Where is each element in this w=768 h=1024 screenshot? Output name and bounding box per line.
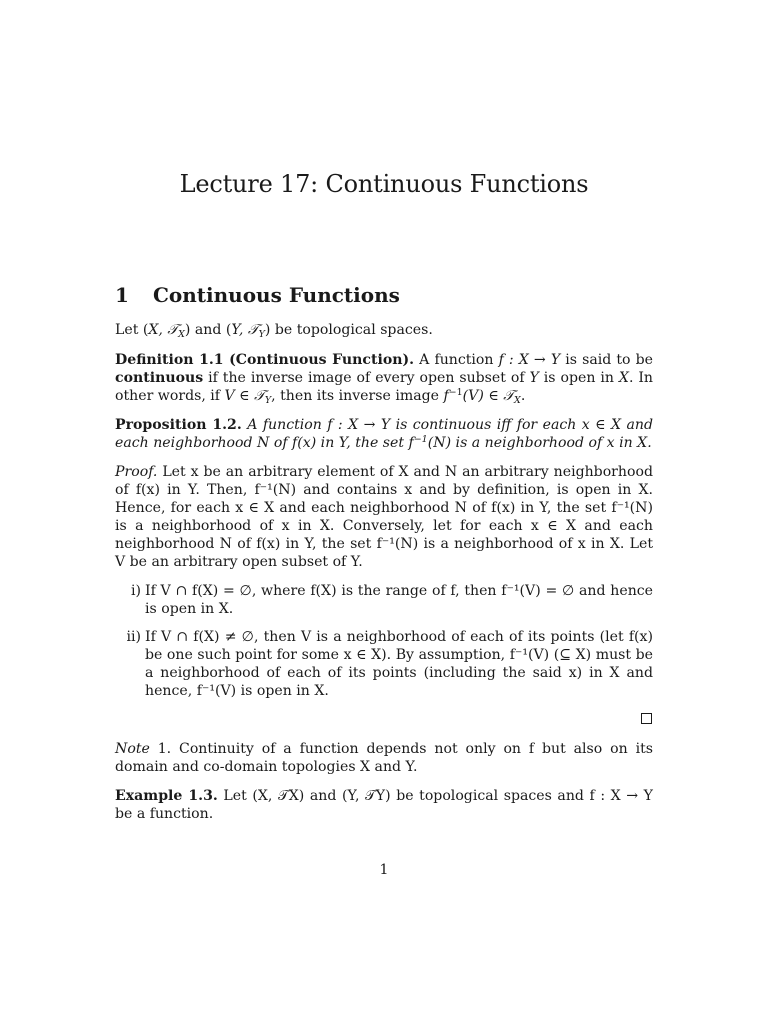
definition-math-2: Y: [529, 370, 539, 386]
section-heading: [115, 283, 400, 307]
definition-label: Definition 1.1 (Continuous Function).: [115, 352, 415, 368]
intro-sub-2: Y: [258, 329, 265, 340]
proposition-text-6: , the set: [346, 435, 409, 451]
proposition-math-5: Y: [338, 435, 347, 451]
proposition-text-5: in: [316, 435, 339, 451]
proposition-paragraph: [115, 416, 653, 452]
note-label: Note: [115, 741, 150, 757]
definition-text-5: . In other words, if: [115, 370, 654, 404]
definition-text-6: , then its inverse image: [271, 388, 444, 404]
intro-paragraph: [115, 321, 653, 339]
proof-text: Let x be an arbitrary element of X and N an arbitrary neighborhood of f(x) in Y. Then, f⁻¹(N) and contains x and by definition, is open in X. Hence, for each x ∈ X and each neighborhood N of f(x) in Y, the set f⁻¹(N) is a neighborhood of x in X. Conversely, let for each x ∈ X and each neighborhood N of f(x) in Y, the set f⁻¹(N) is a neighborhood of x in X. Let V be an arbitrary open subset of Y.: [115, 464, 653, 570]
intro-text-3: ) be topological spaces.: [264, 322, 433, 338]
case-2-label: ii): [126, 629, 141, 645]
case-1-label: i): [130, 583, 141, 599]
section-number: 1: [115, 283, 129, 307]
example-paragraph: [115, 787, 653, 823]
proposition-text-4: of: [269, 435, 293, 451]
definition-math-1: f : X → Y: [498, 352, 561, 368]
proposition-math-9: X: [637, 435, 648, 451]
case-1-text: If V ∩ f(X) = ∅, where f(X) is the range of f, then f⁻¹(V) = ∅ and hence is open in X.: [145, 583, 653, 617]
intro-sub-1: X: [178, 329, 185, 340]
case-2-text: If V ∩ f(X) ≠ ∅, then V is a neighborhood of each of its points (let f(x) be one such point for some x ∈ X). By assumption, f⁻¹(V) (⊆ X) must be a neighborhood of each of its points (including the said x) in X and hence, f⁻¹(V) is open in X.: [145, 629, 653, 699]
definition-term: continuous: [115, 370, 204, 386]
intro-math-1: X, 𝒯: [148, 322, 179, 338]
page-number: 1: [379, 862, 389, 878]
proposition-text-3: and each neighborhood: [115, 417, 654, 451]
proposition-math-6: f: [408, 435, 414, 451]
proposition-text-8: in: [614, 435, 638, 451]
proposition-text-9: .: [647, 435, 652, 451]
definition-sub-6: X: [514, 395, 521, 406]
proof-case-1: [115, 582, 653, 618]
section-title: Continuous Functions: [153, 283, 400, 307]
definition-sup-5: −1: [448, 387, 463, 398]
proposition-math-2: x ∈ X: [581, 417, 622, 433]
note-text: 1. Continuity of a function depends not only on f but also on its domain and co-domain topologies X and Y.: [115, 741, 653, 775]
definition-sub-4: Y: [264, 395, 272, 406]
proposition-math-4: f(x): [292, 435, 317, 451]
definition-math-6: (V) ∈ 𝒯: [462, 388, 515, 404]
example-text: Let (X, 𝒯X) and (Y, 𝒯Y) be topological spaces and f : X → Y be a function.: [115, 788, 653, 822]
proposition-label: Proposition 1.2.: [115, 417, 242, 433]
definition-text-1: A function: [414, 352, 499, 368]
definition-paragraph: [115, 351, 653, 405]
qed-square-icon: [641, 713, 652, 724]
proposition-text-2: is continuous iff for each: [390, 417, 582, 433]
definition-text-3: if the inverse image of every open subset of: [203, 370, 530, 386]
lecture-title: Lecture 17: Continuous Functions: [179, 170, 589, 198]
definition-math-5: f: [443, 388, 449, 404]
definition-text-7: .: [520, 388, 526, 404]
proposition-text-1: A function: [241, 417, 328, 433]
proof-label: Proof.: [115, 464, 158, 480]
example-label: Example 1.3.: [115, 788, 218, 804]
note-paragraph: [115, 740, 653, 776]
definition-math-4: V ∈ 𝒯: [224, 388, 265, 404]
proposition-sup-6: −1: [413, 434, 428, 445]
definition-text-2: is said to be: [560, 352, 653, 368]
intro-math-2: Y, 𝒯: [231, 322, 259, 338]
proposition-math-1: f : X → Y: [327, 417, 391, 433]
definition-text-4: is open in: [538, 370, 619, 386]
intro-text-2: ) and (: [184, 322, 232, 338]
proposition-text-7: is a neighborhood of: [451, 435, 607, 451]
proof-case-2: [115, 628, 653, 700]
proof-paragraph: [115, 463, 653, 571]
intro-text-1: Let (: [115, 322, 149, 338]
proposition-math-8: x: [606, 435, 615, 451]
proposition-math-7: (N): [427, 435, 452, 451]
definition-math-3: X: [618, 370, 629, 386]
proposition-math-3: N: [257, 435, 270, 451]
